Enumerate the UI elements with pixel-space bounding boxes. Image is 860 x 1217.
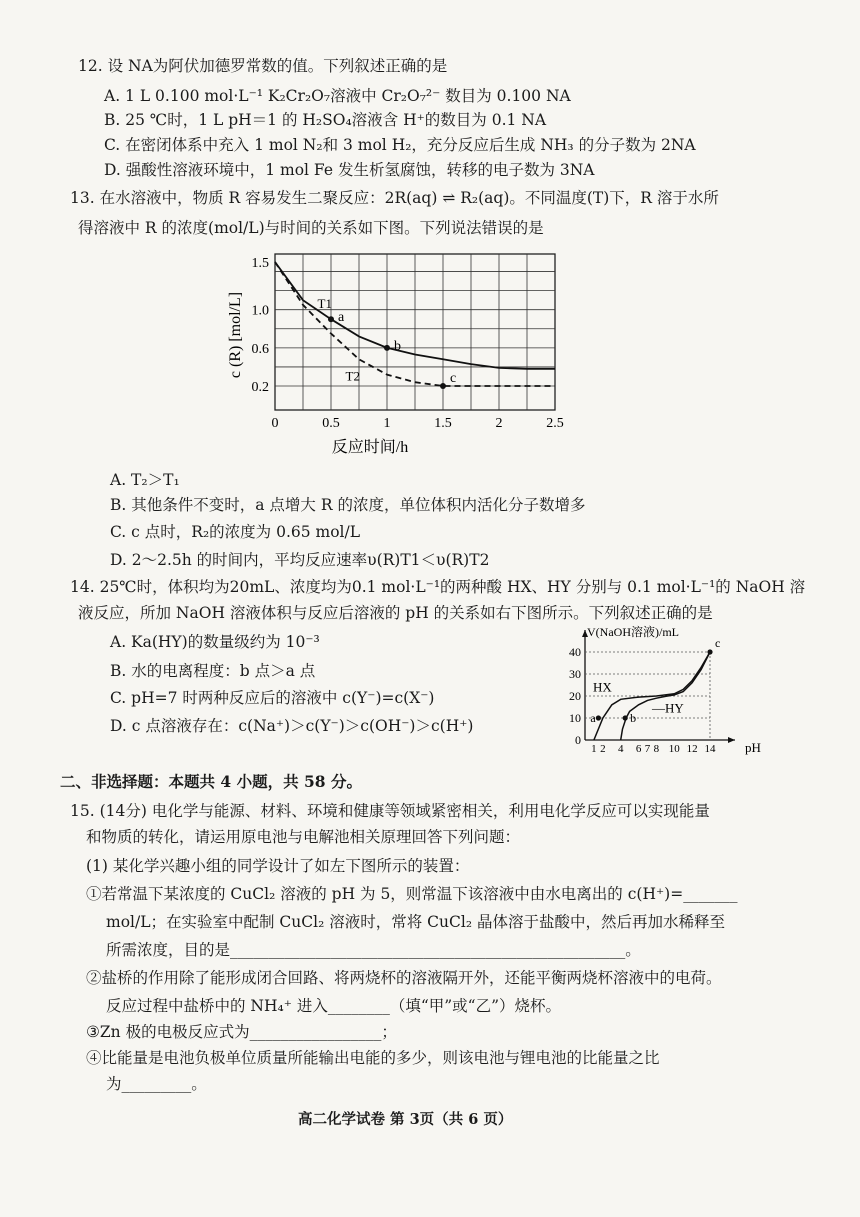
chart1-ytick: 1.0: [251, 303, 269, 319]
chart2-xtick: 2: [600, 743, 606, 755]
chart2-point-b: [623, 715, 628, 720]
chart1-xtick: 0.5: [322, 416, 340, 431]
q12-option-d: D. 强酸性溶液环境中，1 mol Fe 发生析氢腐蚀，转移的电子数为 3NA: [104, 161, 595, 179]
chart2-label-HX: HX: [593, 679, 612, 695]
chart1-xtick: 2: [495, 416, 503, 431]
q13-option-b: B. 其他条件不变时，a 点增大 R 的浓度，单位体积内活化分子数增多: [110, 496, 586, 514]
q12-option-c: C. 在密闭体系中充入 1 mol N₂和 3 mol H₂，充分反应后生成 NH₃ 的分子数为 2NA: [104, 136, 696, 154]
q15-sub1-line1: ①若常温下某浓度的 CuCl₂ 溶液的 pH 为 5，则常温下该溶液中由水电离出的 c(H⁺)=_______: [86, 885, 738, 903]
chart1-xtick: 2.5: [546, 416, 564, 431]
q15-sub4-line2: 为_________。: [106, 1075, 207, 1093]
q14-option-b: B. 水的电离程度：b 点＞a 点: [110, 662, 316, 680]
chart2-xtick: 14: [704, 743, 716, 755]
q13-stem-line2: 得溶液中 R 的浓度(mol/L)与时间的关系如下图。下列说法错误的是: [78, 219, 544, 237]
q13-option-c: C. c 点时，R₂的浓度为 0.65 mol/L: [110, 523, 361, 541]
q15-stem-line1: 15. (14分) 电化学与能源、材料、环境和健康等领域紧密相关，利用电化学反应可以实现能量: [70, 802, 710, 820]
q14-option-a: A. Ka(HY)的数量级约为 10⁻³: [110, 633, 320, 651]
chart1-ytick: 0.6: [251, 341, 269, 357]
chart1-x-axis-label: 反应时间/h: [331, 439, 409, 456]
q15-sub2-line1: ②盐桥的作用除了能形成闭合回路、将两烧杯的溶液隔开外，还能平衡两烧杯溶液中的电荷。: [86, 969, 722, 987]
q15-part1: (1) 某化学兴趣小组的同学设计了如左下图所示的装置：: [86, 857, 470, 875]
chart1-ytick: 0.2: [251, 380, 269, 395]
chart1-xtick: 1.5: [434, 416, 452, 431]
chart2-xtick: 1: [591, 743, 597, 755]
chart-concentration-time: [210, 240, 590, 460]
q15-sub1-line2: mol/L；在实验室中配制 CuCl₂ 溶液时，常将 CuCl₂ 晶体溶于盐酸中，然后再加水稀释至: [106, 913, 725, 931]
chart2-point-label-b: b: [630, 711, 637, 725]
q15-sub4-line1: ④比能量是电池负极单位质量所能输出电能的多少，则该电池与锂电池的比能量之比: [86, 1049, 660, 1067]
q14-stem-line2: 液反应，所加 NaOH 溶液体积与反应后溶液的 pH 的关系如右下图所示。下列叙述正确的是: [78, 604, 713, 622]
chart2-xtick: 10: [668, 743, 680, 755]
chart1-ytick: 1.5: [251, 256, 269, 271]
chart2-series-HX: [594, 652, 710, 740]
chart2-ytick: 20: [569, 689, 581, 703]
chart1-point-a: [328, 316, 334, 322]
chart-titration: [545, 622, 770, 762]
q15-sub1-line3: 所需浓度，目的是___________________________________________________。: [106, 941, 641, 959]
chart2-xtick: 12: [686, 743, 698, 755]
chart1-point-label-b: b: [394, 338, 401, 354]
section2-heading: 二、非选择题：本题共 4 小题，共 58 分。: [60, 772, 362, 791]
q14-stem-line1: 14. 25℃时，体积均为20mL、浓度均为0.1 mol·L⁻¹的两种酸 HX、HY 分别与 0.1 mol·L⁻¹的 NaOH 溶: [70, 578, 806, 596]
chart2-ytick: 10: [569, 711, 581, 725]
q15-stem-line2: 和物质的转化，请运用原电池与电解池相关原理回答下列问题：: [86, 828, 521, 846]
chart2-xtick: 8: [653, 743, 660, 755]
q13-option-a: A. T₂＞T₁: [110, 471, 180, 489]
chart2-y-axis-label: V(NaOH溶液)/mL: [587, 625, 679, 639]
chart2-xtick: 4: [617, 743, 624, 755]
q12-option-b: B. 25 ℃时，1 L pH＝1 的 H₂SO₄溶液含 H⁺的数目为 0.1 NA: [104, 111, 547, 129]
q13-stem-line1: 13. 在水溶液中，物质 R 容易发生二聚反应：2R(aq) ⇌ R₂(aq)。不同温度(T)下，R 溶于水所: [70, 189, 719, 207]
chart2-label-HY: —HY: [651, 700, 684, 716]
chart1-point-label-c: c: [450, 371, 457, 386]
chart1-grid: [275, 254, 555, 410]
chart2-point-a: [596, 715, 601, 720]
chart2-point-label-a: a: [590, 711, 596, 725]
chart2-ticks: [569, 645, 716, 755]
chart2-xtick: 6: [635, 743, 642, 755]
q12-stem: 12. 设 NA为阿伏加德罗常数的值。下列叙述正确的是: [78, 57, 448, 75]
chart2-ytick: 0: [575, 733, 581, 747]
q14-option-d: D. c 点溶液存在：c(Na⁺)＞c(Y⁻)＞c(OH⁻)＞c(H⁺): [110, 717, 474, 735]
chart2-ytick: 40: [569, 645, 581, 659]
q12-option-a: A. 1 L 0.100 mol·L⁻¹ K₂Cr₂O₇溶液中 Cr₂O₇²⁻ 数目为 0.100 NA: [104, 87, 571, 105]
chart1-xtick: 1: [383, 416, 391, 431]
q13-option-d: D. 2～2.5h 的时间内，平均反应速率υ(R)T1＜υ(R)T2: [110, 551, 490, 569]
chart1-label-T1: T1: [317, 295, 333, 311]
chart1-point-b: [384, 345, 390, 351]
q15-sub2-line2: 反应过程中盐桥中的 NH₄⁺ 进入________（填“甲”或“乙”）烧杯。: [106, 997, 562, 1015]
chart2-x-arrow: [728, 737, 735, 743]
q14-option-c: C. pH=7 时两种反应后的溶液中 c(Y⁻)=c(X⁻): [110, 689, 435, 707]
q15-sub3: ③Zn 极的电极反应式为_________________；: [86, 1023, 397, 1041]
chart1-label-T2: T2: [345, 368, 361, 384]
chart1-point-c: [440, 383, 446, 389]
chart2-ytick: 30: [569, 667, 581, 681]
chart1-point-label-a: a: [338, 310, 345, 326]
chart1-xtick: 0: [271, 416, 279, 431]
chart1-ticks: [252, 256, 564, 431]
chart2-x-axis-label: pH: [745, 740, 761, 755]
chart2-point-c: [707, 649, 712, 654]
page-footer: 高二化学试卷 第 3页（共 6 页）: [298, 1111, 513, 1128]
chart2-xtick: 7: [644, 743, 651, 755]
chart1-y-axis-label: c (R) [mol/L]: [227, 291, 244, 379]
chart2-point-label-c: c: [715, 636, 721, 650]
